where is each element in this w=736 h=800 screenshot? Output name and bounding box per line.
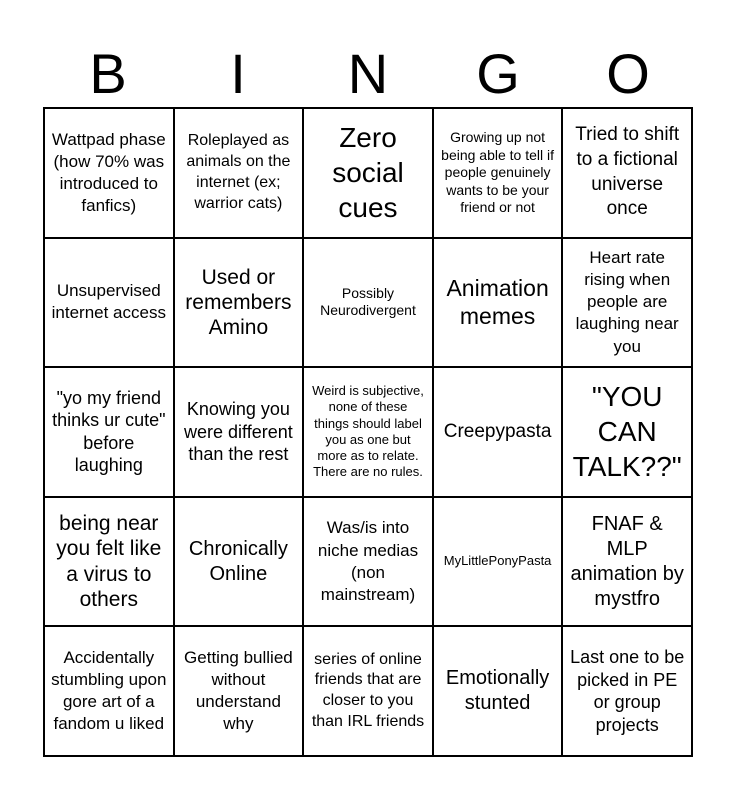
bingo-cell-r3-c2[interactable] bbox=[174, 367, 304, 497]
bingo-cell-r1-c1[interactable] bbox=[44, 108, 174, 238]
cell-text: Possibly Neurodivergent bbox=[320, 284, 416, 319]
bingo-cell-r4-c3[interactable] bbox=[303, 497, 433, 627]
cell-text: Heart rate rising when people are laughing near you bbox=[575, 248, 679, 356]
bingo-cell-r1-c4[interactable] bbox=[433, 108, 563, 238]
header-letter-g: G bbox=[476, 42, 520, 105]
cell-text: Chronically Online bbox=[188, 537, 288, 585]
cell-text: MyLittlePonyPasta bbox=[443, 553, 552, 569]
cell-text: Animation memes bbox=[446, 274, 549, 330]
bingo-card bbox=[43, 107, 693, 757]
bingo-cell-r2-c1[interactable] bbox=[44, 238, 174, 368]
header-letter-b: B bbox=[89, 42, 127, 105]
bingo-cell-r4-c5[interactable] bbox=[562, 497, 692, 627]
bingo-header bbox=[43, 44, 693, 104]
bingo-cell-r5-c5[interactable] bbox=[562, 626, 692, 756]
bingo-cell-r2-c2[interactable] bbox=[174, 238, 304, 368]
cell-text: Creepypasta bbox=[443, 420, 552, 442]
header-letter-o: O bbox=[606, 42, 650, 105]
bingo-cell-r4-c1[interactable] bbox=[44, 497, 174, 627]
bingo-cell-r1-c3[interactable] bbox=[303, 108, 433, 238]
bingo-cell-r3-c4[interactable] bbox=[433, 367, 563, 497]
bingo-cell-r3-c3 free-space[interactable] bbox=[303, 367, 433, 497]
cell-text: Growing up not being able to tell if people genuinely wants to be your friend or not bbox=[441, 129, 555, 216]
bingo-cell-r5-c3[interactable] bbox=[303, 626, 433, 756]
bingo-cell-r5-c1[interactable] bbox=[44, 626, 174, 756]
cell-text: "yo my friend thinks ur cute" before laughing bbox=[52, 387, 166, 476]
cell-text: Accidentally stumbling upon gore art of a fandom u liked bbox=[51, 648, 167, 734]
bingo-cell-r4-c4[interactable] bbox=[433, 497, 563, 627]
bingo-cell-r1-c2[interactable] bbox=[174, 108, 304, 238]
cell-text: Zero social cues bbox=[332, 122, 404, 224]
bingo-cell-r3-c1[interactable] bbox=[44, 367, 174, 497]
cell-text: Used or remembers Amino bbox=[185, 265, 292, 339]
cell-text: FNAF & MLP animation by mystfro bbox=[570, 512, 684, 610]
bingo-cell-r2-c5[interactable] bbox=[562, 238, 692, 368]
cell-text: Last one to be picked in PE or group projects bbox=[570, 647, 685, 735]
bingo-cell-r5-c2[interactable] bbox=[174, 626, 304, 756]
cell-text: Weird is subjective, none of these things should label you as one but more as to relate. There are no rules. bbox=[312, 383, 424, 480]
cell-text: Was/is into niche medias (non mainstream) bbox=[317, 518, 419, 604]
header-letter-i: I bbox=[230, 42, 246, 105]
cell-text: Getting bullied without understand why bbox=[184, 648, 293, 734]
bingo-cell-r1-c5[interactable] bbox=[562, 108, 692, 238]
cell-text: Roleplayed as animals on the internet (ex; warrior cats) bbox=[186, 132, 291, 212]
header-letter-n: N bbox=[347, 42, 389, 105]
cell-text: Knowing you were different than the rest bbox=[184, 399, 293, 465]
cell-text: Tried to shift to a fictional universe once bbox=[575, 124, 680, 220]
cell-text: being near you felt like a virus to others bbox=[56, 512, 162, 611]
bingo-cell-r3-c5[interactable] bbox=[562, 367, 692, 497]
cell-text: Unsupervised internet access bbox=[51, 281, 166, 323]
bingo-cell-r5-c4[interactable] bbox=[433, 626, 563, 756]
bingo-cell-r2-c4[interactable] bbox=[433, 238, 563, 368]
cell-text: "YOU CAN TALK??" bbox=[572, 381, 682, 483]
bingo-cell-r2-c3[interactable] bbox=[303, 238, 433, 368]
bingo-cell-r4-c2[interactable] bbox=[174, 497, 304, 627]
cell-text: Wattpad phase (how 70% was introduced to fanfics) bbox=[51, 129, 166, 215]
cell-text: series of online friends that are closer to you than IRL friends bbox=[311, 650, 425, 730]
cell-text: Emotionally stunted bbox=[445, 667, 550, 715]
